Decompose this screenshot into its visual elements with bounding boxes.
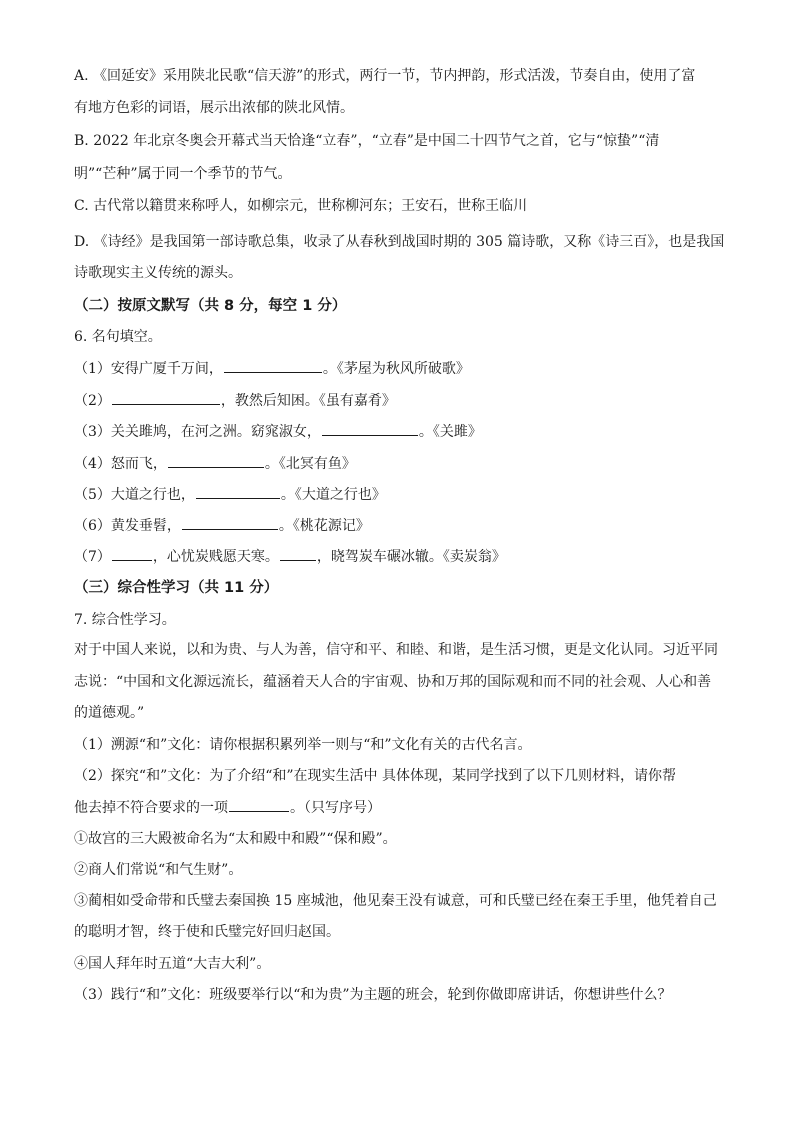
fill-item-4-post: 。《北冥有鱼》 [264,456,356,472]
option-a-line-2: 有地方色彩的词语，展示出浓郁的陕北风情。 [74,100,354,116]
option-b-line-2: 明”“芒种”属于同一个季节的节气。 [74,166,292,182]
subquestion-2-line-2 [74,797,381,818]
option-b-line-1: B. 2022 年北京冬奥会开幕式当天恰逢“立春”，“立春”是中国二十四节气之首，它与“惊蛰”“清 [74,133,660,149]
question-7: 7. 综合性学习。 [74,612,176,628]
answer-blank-6[interactable] [182,515,278,530]
fill-item-7-pre: （7） [74,549,111,565]
answer-blank-5[interactable] [196,484,280,499]
fill-item-2-post: ，教然后知困。《虽有嘉肴》 [220,393,396,409]
option-d-line-2: 诗歌现实主义传统的源头。 [74,265,242,281]
fill-item-2-pre: （2） [74,393,111,409]
fill-item-1 [74,358,470,379]
fill-item-5-pre: （5）大道之行也， [74,487,195,503]
intro-line-3: 的道德观。” [74,705,145,721]
fill-item-4-pre: （4）怒而飞， [74,456,167,472]
material-3-line-2: 的聪明才智，终于使和氏璧完好回归赵国。 [74,924,340,940]
fill-item-1-pre: （1）安得广厦千万间， [74,361,223,377]
section-2-heading: （二）按原文默写（共 8 分，每空 1 分） [74,298,347,314]
material-3-line-1: ③蔺相如受命带和氏璧去秦国换 15 座城池，他见秦王没有诚意，可和氏璧已经在秦王手里，他凭着自己 [74,893,717,909]
subquestion-2-pre: 他去掉不符合要求的一项 [74,800,228,816]
question-6: 6. 名句填空。 [74,329,162,345]
fill-item-4 [74,453,356,474]
fill-item-7 [74,546,506,567]
subquestion-2-line-1: （2）探究“和”文化：为了介绍“和”在现实生活中 具体体现，某同学找到了以下几则材料，请你帮 [74,768,676,784]
answer-blank-4[interactable] [168,453,264,468]
fill-item-3 [74,421,482,442]
intro-line-2: 志说：“中国和文化源远流长，蕴涵着天人合的宇宙观、协和万邦的国际观和而不同的社会观、人心和善 [74,674,712,690]
fill-item-3-pre: （3）关关雎鸠，在河之洲。窈窕淑女， [74,424,321,440]
fill-item-6-post: 。《桃花源记》 [278,518,370,534]
intro-line-1: 对于中国人来说，以和为贵、与人为善，信守和平、和睦、和谐，是生活习惯，更是文化认同。习近平同 [74,642,718,658]
fill-item-7-post: ，晓驾炭车碾冰辙。《卖炭翁》 [316,549,506,565]
fill-item-1-post: 。《茅屋为秋风所破歌》 [322,361,470,377]
option-d-line-1: D. 《诗经》是我国第一部诗歌总集，收录了从春秋到战国时期的 305 篇诗歌，又称《诗三百》，也是我国 [74,234,725,250]
answer-blank-2[interactable] [112,390,220,405]
fill-item-5 [74,484,386,505]
answer-blank-1[interactable] [224,358,322,373]
answer-blank-sequence[interactable] [229,797,289,812]
fill-item-6 [74,515,370,536]
subquestion-1: （1）溯源“和”文化：请你根据积累列举一则与“和”文化有关的古代名言。 [74,737,532,753]
section-3-heading: （三）综合性学习（共 11 分） [74,580,279,596]
subquestion-3: （3）践行“和”文化：班级要举行以“和为贵”为主题的班会，轮到你做即席讲话，你想讲些什么？ [74,987,672,1003]
material-2: ②商人们常说“和气生财”。 [74,862,243,878]
material-4: ④国人拜年时五道“大吉大利”。 [74,956,271,972]
answer-blank-7b[interactable] [280,546,316,561]
fill-item-3-post: 。《关雎》 [418,424,482,440]
fill-item-2 [74,390,396,411]
material-1: ①故宫的三大殿被命名为“太和殿中和殿”“保和殿”。 [74,831,397,847]
subquestion-2-post: 。（只写序号） [290,800,381,816]
fill-item-7-mid: ，心忧炭贱愿天寒。 [152,549,279,565]
fill-item-6-pre: （6）黄发垂髫， [74,518,181,534]
answer-blank-3[interactable] [322,421,418,436]
option-a-line-1: A. 《回延安》采用陕北民歌“信天游”的形式，两行一节，节内押韵，形式活泼，节奏自由，使用了富 [74,68,696,84]
option-c-line: C. 古代常以籍贯来称呼人，如柳宗元，世称柳河东；王安石，世称王临川 [74,198,528,214]
fill-item-5-post: 。《大道之行也》 [280,487,386,503]
answer-blank-7a[interactable] [112,546,152,561]
